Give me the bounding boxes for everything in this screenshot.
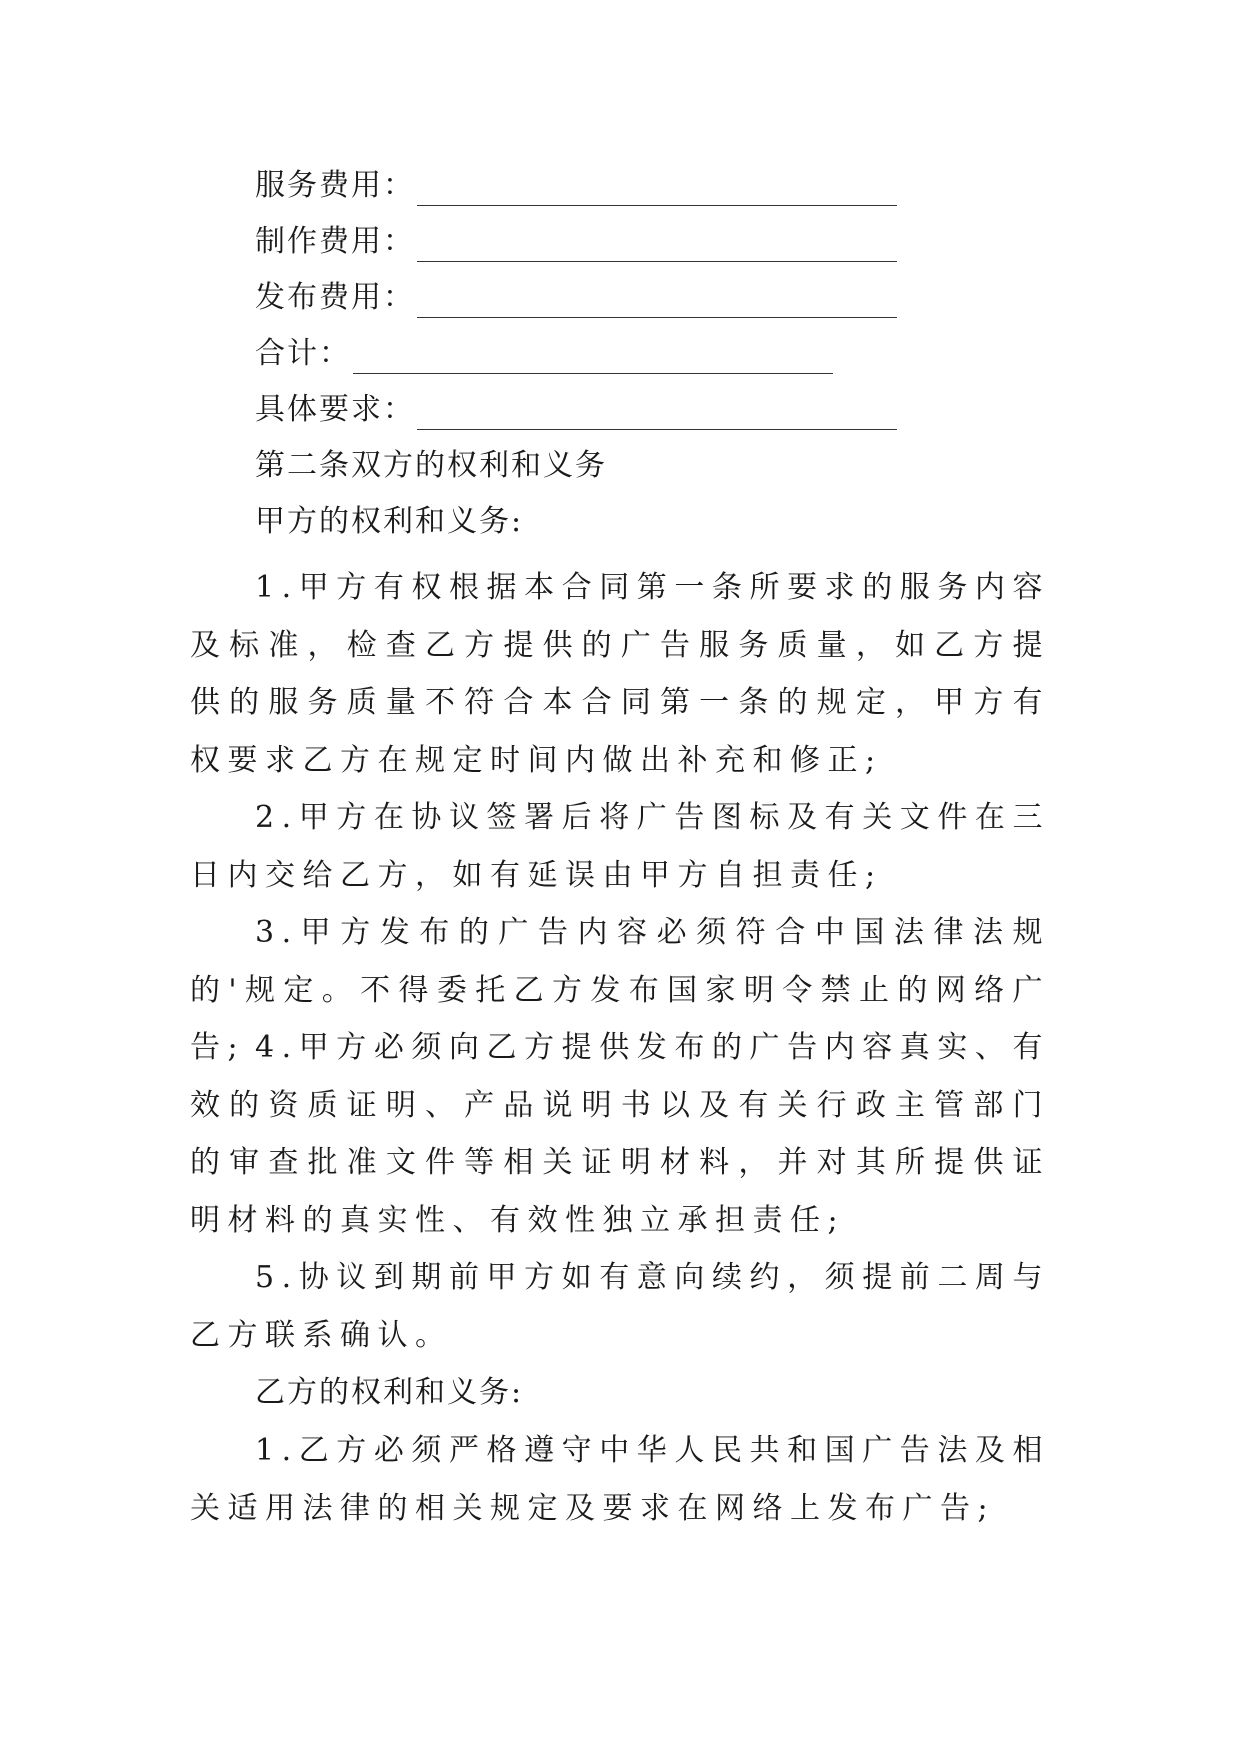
partyA-item-5: 5.协议到期前甲方如有意向续约，须提前二周与乙方联系确认。 bbox=[190, 1260, 1050, 1353]
partyA-item-2: 2.甲方在协议签署后将广告图标及有关文件在三日内交给乙方，如有延误由甲方自担责任; bbox=[190, 800, 1050, 893]
partyB-title: 乙方的权利和义务: bbox=[255, 1375, 524, 1410]
fee-requirements-line bbox=[255, 390, 897, 430]
partyA-item-4: 4.甲方必须向乙方提供发布的广告内容真实、有效的资质证明、产品说明书以及有关行政主管部门的审查批准文件等相关证明材料，并对其所提供证明材料的真实性、有效性独立承担责任; bbox=[190, 1030, 1050, 1238]
fee-total-label: 合计： bbox=[255, 336, 351, 371]
fee-publish-line bbox=[255, 278, 897, 318]
fee-requirements-label: 具体要求： bbox=[255, 392, 415, 427]
article2-title: 第二条双方的权利和义务 bbox=[255, 448, 607, 483]
fee-service-label: 服务费用： bbox=[255, 168, 415, 203]
partyA-title: 甲方的权利和义务: bbox=[255, 504, 524, 539]
fee-production-blank bbox=[417, 225, 897, 262]
fee-service-blank bbox=[417, 169, 897, 206]
fee-total-line bbox=[255, 334, 833, 374]
partyA-item-1: 1.甲方有权根据本合同第一条所要求的服务内容及标准，检查乙方提供的广告服务质量，如乙方提供的服务质量不符合本合同第一条的规定，甲方有权要求乙方在规定时间内做出补充和修正; bbox=[190, 570, 1050, 778]
fee-production-line bbox=[255, 222, 897, 262]
fee-requirements-blank bbox=[417, 393, 897, 430]
fee-publish-blank bbox=[417, 281, 897, 318]
fee-service-line bbox=[255, 166, 897, 206]
fee-production-label: 制作费用： bbox=[255, 224, 415, 259]
fee-publish-label: 发布费用： bbox=[255, 280, 415, 315]
partyA-item-3: 3.甲方发布的广告内容必须符合中国法律法规的'规定。不得委托乙方发布国家明令禁止的网络广告; bbox=[190, 915, 1050, 1065]
fee-total-blank bbox=[353, 337, 833, 374]
partyB-item-1: 1.乙方必须严格遵守中华人民共和国广告法及相关适用法律的相关规定及要求在网络上发布广告; bbox=[190, 1433, 1050, 1526]
